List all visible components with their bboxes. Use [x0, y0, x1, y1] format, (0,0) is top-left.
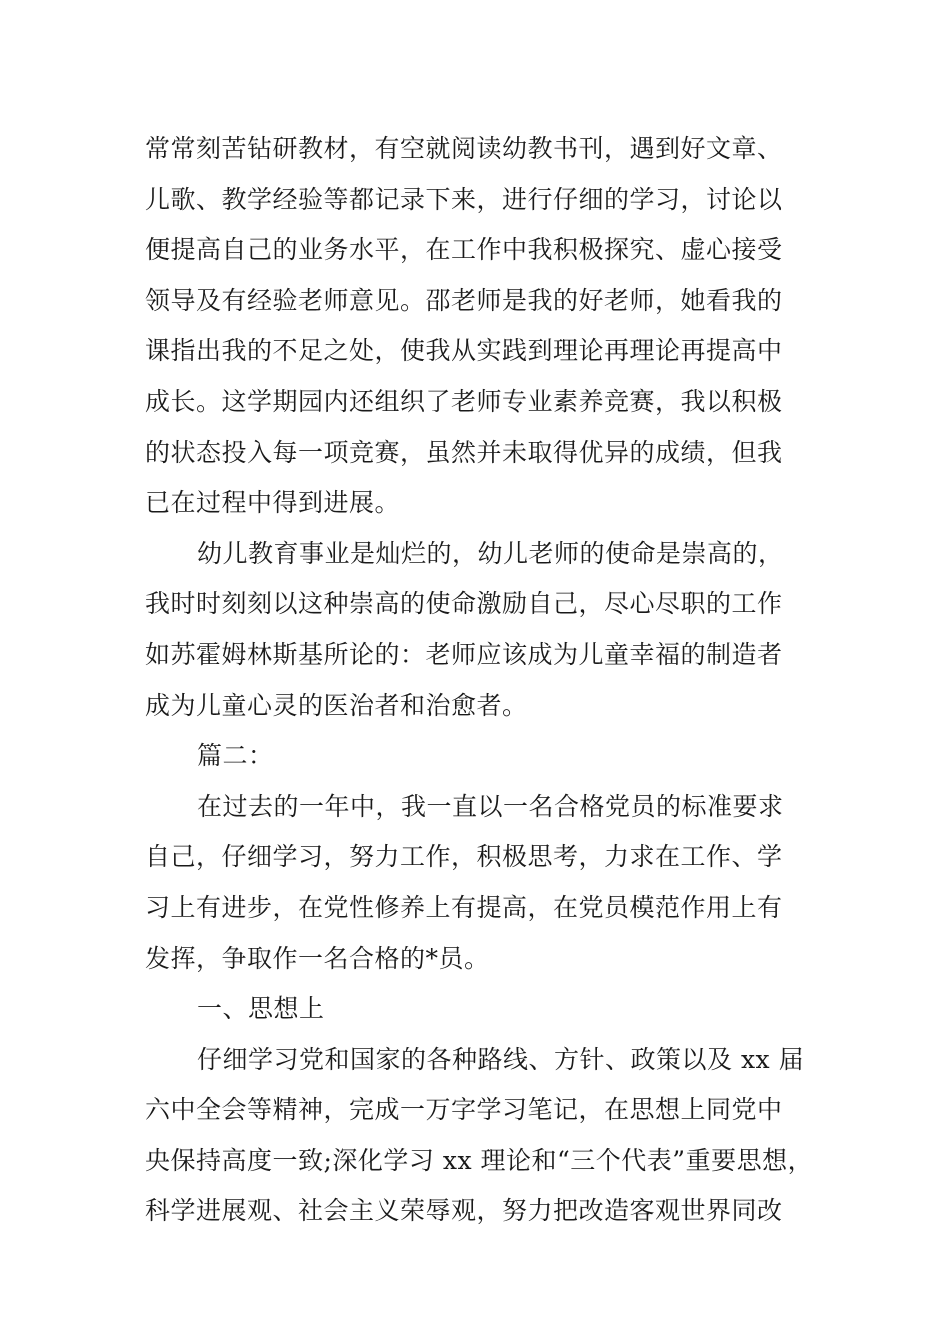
paragraph-start: 仔细学习党和国家的各种路线、方针、政策以及 xx 届 [197, 1044, 805, 1074]
document-body [145, 124, 815, 1237]
text-line: 我时时刻刻以这种崇高的使命激励自己，尽心尽职的工作 [145, 589, 783, 619]
text-line: 如苏霍姆林斯基所论的：老师应该成为儿童幸福的制造者 [145, 639, 783, 669]
text-line: 儿歌、教学经验等都记录下来，进行仔细的学习，讨论以 [145, 184, 783, 214]
section-heading: 一、思想上 [197, 994, 325, 1024]
text-line: 的状态投入每一项竞赛，虽然并未取得优异的成绩，但我 [145, 437, 783, 467]
text-line: 习上有进步，在党性修养上有提高，在党员模范作用上有 [145, 892, 783, 922]
text-line: 领导及有经验老师意见。邵老师是我的好老师，她看我的 [145, 285, 783, 315]
text-line: 自己，仔细学习，努力工作，积极思考，力求在工作、学 [145, 842, 783, 872]
paragraph-start: 在过去的一年中，我一直以一名合格党员的标准要求 [197, 791, 784, 821]
text-line: 成为儿童心灵的医治者和治愈者。 [145, 690, 528, 720]
text-line: 央保持高度一致;深化学习 xx 理论和“三个代表”重要思想， [145, 1145, 814, 1175]
text-line: 发挥，争取作一名合格的*员。 [145, 943, 490, 973]
section-heading: 篇二： [197, 741, 274, 771]
text-line: 课指出我的不足之处，使我从实践到理论再理论再提高中 [145, 336, 783, 366]
text-line: 成长。这学期园内还组织了老师专业素养竞赛，我以积极 [145, 386, 783, 416]
text-line: 已在过程中得到进展。 [145, 488, 401, 518]
text-line: 常常刻苦钻研教材，有空就阅读幼教书刊，遇到好文章、 [145, 134, 783, 163]
text-line: 便提高自己的业务水平，在工作中我积极探究、虚心接受 [145, 235, 783, 265]
paragraph-start: 幼儿教育事业是灿烂的，幼儿老师的使命是崇高的， [197, 538, 784, 568]
text-line: 科学进展观、社会主义荣辱观，努力把改造客观世界同改 [145, 1196, 783, 1226]
text-line: 六中全会等精神，完成一万字学习笔记，在思想上同党中 [145, 1095, 783, 1125]
